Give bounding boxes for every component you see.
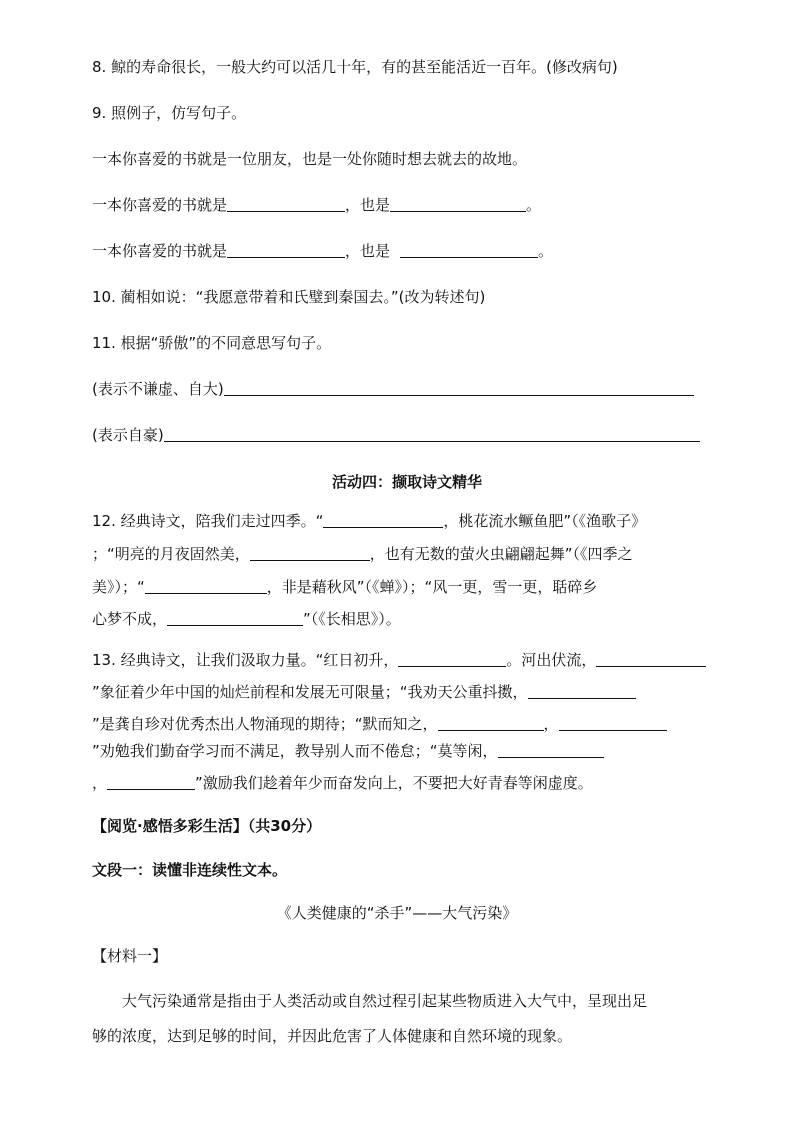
q12-l3-suffix: ，非是藉秋风”（《蝉》）；“风一更，雪一更，聒碎乡	[266, 578, 598, 596]
q9-line2-prefix: 一本你喜爱的书就是	[92, 242, 228, 260]
question-9-line-1	[92, 194, 541, 216]
q13-blank-4[interactable]	[438, 715, 544, 731]
q13-line-2	[92, 681, 636, 703]
q13-l1-mid: 。河出伏流，	[506, 651, 597, 669]
q12-blank-1[interactable]	[323, 512, 443, 528]
q12-l4-suffix: ”（《长相思》）。	[303, 610, 401, 628]
q11-blank-2[interactable]	[164, 426, 700, 442]
q9-blank-1b[interactable]	[390, 196, 526, 212]
q13-l5-comma: ，	[92, 774, 108, 792]
question-9-example: 一本你喜爱的书就是一位朋友，也是一处你随时想去就去的故地。	[92, 150, 528, 168]
question-10: 10. 蔺相如说：“我愿意带着和氏璧到秦国去。”(改为转述句)	[92, 288, 486, 306]
q9-line1-end: 。	[526, 196, 542, 214]
q12-line-4	[92, 608, 401, 630]
q9-blank-2a[interactable]	[227, 242, 345, 258]
q11-opt1-label: (表示不谦虚、自大)	[92, 380, 224, 398]
q13-blank-5[interactable]	[559, 715, 667, 731]
q12-line-1	[92, 510, 646, 532]
q9-blank-2b[interactable]	[400, 242, 538, 258]
q13-blank-3[interactable]	[528, 683, 636, 699]
q9-line2-mid: ，也是	[345, 242, 391, 260]
q13-line-4	[92, 740, 604, 762]
article-title: 《人类健康的“杀手”——大气污染》	[276, 904, 518, 922]
q13-l2-text: ”象征着少年中国的灿烂前程和发展无可限量；“我劝天公重抖擞，	[92, 683, 528, 701]
q12-l1-suffix: ，桃花流水鳜鱼肥”（《渔歌子》	[443, 512, 647, 530]
activity-4-title: 活动四：撷取诗文精华	[332, 473, 483, 491]
question-8: 8. 鲸的寿命很长，一般大约可以活几十年，有的甚至能活近一百年。(修改病句)	[92, 58, 618, 76]
paragraph-1-line-1: 大气污染通常是指由于人类活动或自然过程引起某些物质进入大气中，呈现出足	[122, 992, 648, 1010]
passage-1-title: 文段一：读懂非连续性文本。	[92, 861, 288, 879]
q13-l4-text: ”劝勉我们勤奋学习而不满足，教导别人而不倦怠；“莫等闲，	[92, 742, 498, 760]
q13-line-5	[92, 772, 593, 794]
q9-blank-1a[interactable]	[227, 196, 345, 212]
question-9-line-2	[92, 240, 553, 262]
q13-line-1	[92, 649, 706, 671]
question-11: 11. 根据“骄傲”的不同意思写句子。	[92, 334, 332, 352]
q9-line1-mid: ，也是	[345, 196, 391, 214]
q13-blank-6[interactable]	[498, 742, 604, 758]
question-11-option-2	[92, 424, 700, 446]
q13-l5-text: ”激励我们趁着年少而奋发向上，不要把大好青春等闲虚度。	[195, 774, 593, 792]
q12-l4-prefix: 心梦不成，	[92, 610, 168, 628]
q12-l3-prefix: 美》）；“	[92, 578, 145, 596]
question-9-instruction: 9. 照例子，仿写句子。	[92, 104, 247, 122]
q13-line-3	[92, 713, 667, 735]
q9-line2-end: 。	[538, 242, 554, 260]
q12-l1-prefix: 12. 经典诗文，陪我们走过四季。“	[92, 512, 324, 530]
question-11-option-1	[92, 378, 694, 400]
q12-line-3	[92, 576, 597, 598]
q12-l2-prefix: ；“明亮的月夜固然美，	[92, 545, 250, 563]
q12-blank-4[interactable]	[167, 610, 303, 626]
q13-blank-7[interactable]	[107, 774, 195, 790]
q11-blank-1[interactable]	[224, 380, 694, 396]
q9-line1-prefix: 一本你喜爱的书就是	[92, 196, 228, 214]
reading-section-title: 【阅览·感悟多彩生活】（共30分）	[92, 817, 322, 835]
q13-blank-1[interactable]	[398, 651, 506, 667]
q12-blank-2[interactable]	[250, 545, 370, 561]
q12-line-2	[92, 543, 633, 565]
q13-l1-prefix: 13. 经典诗文，让我们汲取力量。“红日初升，	[92, 651, 399, 669]
q12-blank-3[interactable]	[145, 578, 267, 594]
q13-l3-comma: ，	[543, 715, 559, 733]
q12-l2-suffix: ，也有无数的萤火虫翩翩起舞”（《四季之	[369, 545, 633, 563]
paragraph-1-line-2: 够的浓度，达到足够的时间，并因此危害了人体健康和自然环境的现象。	[92, 1027, 573, 1045]
material-1-label: 【材料一】	[92, 947, 168, 965]
q13-l3-text: ”是龚自珍对优秀杰出人物涌现的期待；“默而知之，	[92, 715, 438, 733]
q13-blank-2[interactable]	[596, 651, 706, 667]
q11-opt2-label: (表示自豪)	[92, 426, 164, 444]
